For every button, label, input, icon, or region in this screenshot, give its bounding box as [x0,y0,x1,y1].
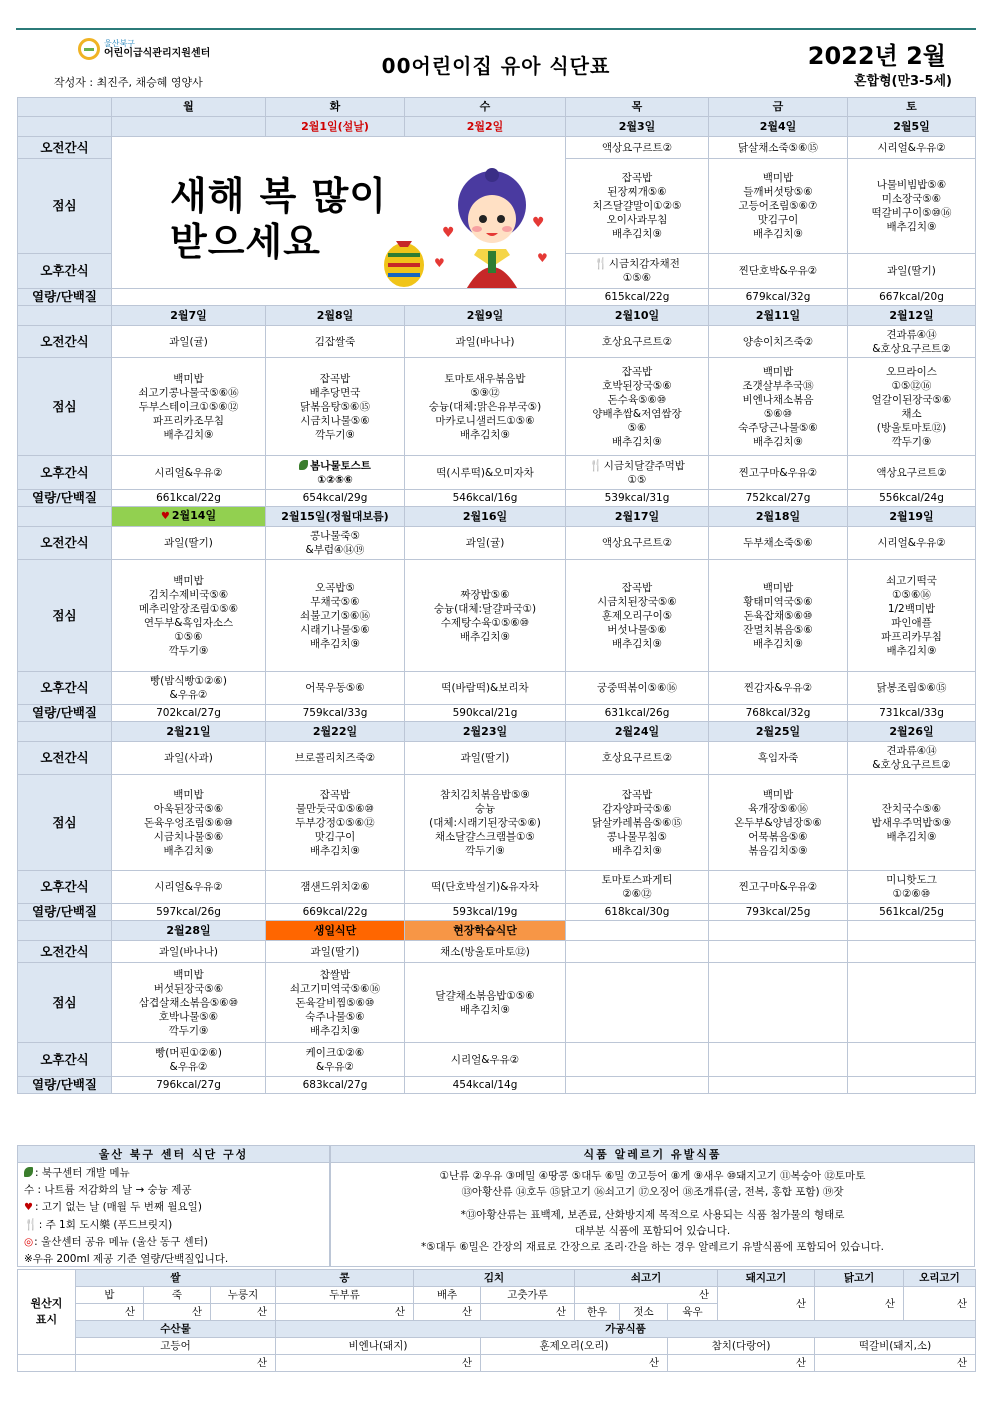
week5-dates [18,921,976,941]
day-sat: 토 [848,98,976,117]
lunch-cell: 오곡밥⑤ 무채국⑤⑥ 쇠불고기⑤⑥⑯ 시래기나물⑤⑥ 배추김치⑨ [266,560,405,672]
snack-cell: 시리얼&우유② [112,871,266,904]
kcal-cell: 615kcal/22g [566,289,709,306]
week4-lunch [18,775,976,871]
svg-text:♥: ♥ [434,256,445,270]
row-label-am: 오전간식 [18,326,112,358]
kcal-cell: 796kcal/27g [112,1077,266,1094]
kcal-cell: 590kcal/21g [405,705,566,722]
row-label-kcal: 열량/단백질 [18,904,112,921]
lunch-cell: 백미밥 쇠고기콩나물국⑤⑥⑯ 두부스테이크①⑤⑥⑫ 파프리카조무침 배추김치⑨ [112,358,266,456]
kcal-cell: 731kcal/33g [848,705,976,722]
snack-cell: 닭봉조림⑤⑥⑮ [848,672,976,705]
date-cell: 2월16일 [405,507,566,527]
menu-legend-box [17,1145,330,1267]
top-divider [16,28,976,30]
kcal-cell: 661kcal/22g [112,490,266,507]
origin-item-row2 [18,1338,976,1355]
lucky-bag-icon [384,241,424,287]
week5-pm [18,1043,976,1077]
origin-table [17,1269,976,1372]
date-cell: 2월1일(설날) [266,117,405,137]
allergy-title: 식품 알레르기 유발식품 [331,1146,974,1163]
date-cell: 2월5일 [848,117,976,137]
lunch-cell: 백미밥 버섯된장국⑤⑥ 삼겹살채소볶음⑤⑥⑩ 호박나물⑤⑥ 깍두기⑨ [112,963,266,1043]
lunch-cell: 오므라이스 ①⑤⑫⑯ 얼갈이된장국⑤⑥ 채소 (방울토마토⑫) 깍두기⑨ [848,358,976,456]
legend-list [18,1163,329,1270]
legend-item: ◎: 울산센터 공유 메뉴 (울산 동구 센터) [24,1236,208,1248]
date-cell: 2월3일 [566,117,709,137]
day-wed: 수 [405,98,566,117]
menu-table [17,97,976,1094]
snack-cell: 콩나물죽⑤ &부럼④⑭⑲ [266,527,405,560]
origin-country-row2 [18,1355,976,1372]
kcal-cell: 768kcal/32g [709,705,848,722]
north-center-menu-icon [24,1167,33,1177]
date-cell: 2월26일 [848,722,976,742]
snack-cell: 액상요구르트② [566,137,709,159]
snack-cell: 시리얼&우유② [848,137,976,159]
row-label-lunch: 점심 [18,358,112,456]
allergy-line: ⑬아황산류 ⑭호두 ⑮닭고기 ⑯쇠고기 ⑰오징어 ⑱조개류(굴, 전복, 홍합 포함) ⑲잣 [461,1186,844,1198]
legend-item: 🍴: 주 1회 도시樂 (푸드브릿지) [24,1218,173,1231]
birthday-menu-label: 생일식단 [266,921,405,941]
lunch-cell: 백미밥 김치수제비국⑤⑥ 메추리알장조림①⑤⑥ 연두부&흑임자소스 ①⑤⑥ 깍두기⑨ [112,560,266,672]
snack-cell: 시리얼&우유② [848,527,976,560]
lunch-cell: 백미밥 조갯살부추국⑱ 비엔나채소볶음 ⑤⑥⑩ 숙주당근나물⑤⑥ 배추김치⑨ [709,358,848,456]
banner-line2: 받으세요 [170,219,321,264]
week5-kcal [18,1077,976,1094]
origin-country: 산 [718,1287,815,1321]
allergy-note: *⑤대두 ⑥밀은 간장의 재료로 간장으로 조리·간을 하는 경우 알레르기 유발식품에 포함되어 있습니다. [420,1241,885,1253]
snack-text: 시금치감자채전 ①⑤⑥ [608,258,680,284]
kcal-cell: 631kcal/26g [566,705,709,722]
snack-cell: 찐고구마&우유② [709,871,848,904]
origin-item: 두부류 [276,1287,414,1304]
origin-country: 산 [668,1355,815,1372]
snack-cell: 떡(바람떡)&보리차 [405,672,566,705]
origin-country: 산 [144,1304,211,1321]
kcal-cell: 539kcal/31g [566,490,709,507]
snack-cell: 과일(딸기) [405,742,566,775]
origin-item: 죽 [144,1287,211,1304]
week3-am [18,527,976,560]
snack-cell: 호상요구르트② [566,742,709,775]
week2-pm [18,456,976,490]
origin-item: 밥 [76,1287,144,1304]
row-label-kcal: 열량/단백질 [18,289,112,306]
legend-title: 울산 북구 센터 식단 구성 [18,1146,329,1163]
week4-am [18,742,976,775]
snack-cell: 닭살채소죽⑤⑥⑮ [709,137,848,159]
kcal-cell: 618kcal/30g [566,904,709,921]
lunch-cell: 잡곡밥 된장찌개⑤⑥ 치즈달걀말이①②⑤ 오이사과무침 배추김치⑨ [566,159,709,254]
day-fri: 금 [709,98,848,117]
snack-cell: 찐고구마&우유② [709,456,848,490]
snack-cell: 시리얼&우유② [112,456,266,490]
row-label-pm: 오후간식 [18,456,112,490]
origin-group: 닭고기 [815,1270,904,1287]
date-cell: 2월17일 [566,507,709,527]
hanbok-girl-illustration [382,167,552,289]
origin-item: 배추 [414,1287,481,1304]
origin-item: 고춧가루 [481,1287,575,1304]
date-cell: 2월25일 [709,722,848,742]
lunch-cell: 쇠고기떡국 ①⑤⑥⑯ 1/2백미밥 파인애플 파프리카무침 배추김치⑨ [848,560,976,672]
lunch-cell: 토마토새우볶음밥 ⑤⑨⑫ 숭늉(대체:맑은유부국⑤) 마카로니샐러드①⑤⑥ 배추김치⑨ [405,358,566,456]
week1-am [18,137,976,159]
row-label-lunch: 점심 [18,963,112,1043]
row-label-kcal: 열량/단백질 [18,490,112,507]
row-label-kcal: 열량/단백질 [18,1077,112,1094]
origin-group: 가공식품 [276,1321,976,1338]
date-cell: 2월24일 [566,722,709,742]
row-label-am: 오전간식 [18,742,112,775]
snack-cell: 토마토스파게티 ②⑥⑫ [566,871,709,904]
fork-knife-icon: 🍴 [594,257,608,270]
lunch-cell: 잡곡밥 물만둣국①⑤⑥⑩ 두부강정①⑤⑥⑫ 맛김구이 배추김치⑨ [266,775,405,871]
svg-text:♥: ♥ [532,215,545,231]
snack-cell: 과일(딸기) [112,527,266,560]
day-mon: 월 [112,98,266,117]
origin-item: 비엔나(돼지) [276,1338,481,1355]
origin-item: 훈제오리(오리) [481,1338,668,1355]
date-cell: 2월18일 [709,507,848,527]
origin-country: 산 [276,1304,414,1321]
snack-cell: 액상요구르트② [848,456,976,490]
lunch-cell: 백미밥 들깨버섯탕⑤⑥ 고등어조림⑤⑥⑦ 맛김구이 배추김치⑨ [709,159,848,254]
kcal-cell: 454kcal/14g [405,1077,566,1094]
logo-center-name: 어린이급식관리지원센터 [104,47,211,59]
day-tue: 화 [266,98,405,117]
allergy-line: ①난류 ②우유 ③메밀 ④땅콩 ⑤대두 ⑥밀 ⑦고등어 ⑧게 ⑨새우 ⑩돼지고기 ⑪복숭아 ⑫토마토 [439,1170,866,1182]
origin-country: 산 [414,1304,481,1321]
week5-am [18,941,976,963]
snack-cell: 떡(시루떡)&오미자차 [405,456,566,490]
week4-pm [18,871,976,904]
snack-text: 시금치달걀주먹밥 ①⑤ [603,459,685,486]
date-cell [112,117,266,137]
origin-country: 산 [481,1355,668,1372]
date-cell: 2월23일 [405,722,566,742]
snack-cell [566,254,709,289]
origin-group-row [18,1270,976,1287]
date-cell: 2월15일(정월대보름) [266,507,405,527]
lunch-cell: 백미밥 황태미역국⑤⑥ 돈육잡채⑤⑥⑩ 잔멸치볶음⑤⑥ 배추김치⑨ [709,560,848,672]
snack-cell: 흑임자죽 [709,742,848,775]
week4-kcal [18,904,976,921]
fork-knife-icon: 🍴 [589,458,603,472]
date-cell: 2월9일 [405,306,566,326]
week2-am [18,326,976,358]
row-label-lunch: 점심 [18,560,112,672]
snack-cell: 두부채소죽⑤⑥ [709,527,848,560]
row-label-pm: 오후간식 [18,871,112,904]
lunch-cell: 잔치국수⑤⑥ 밥새우주먹밥⑤⑨ 배추김치⑨ [848,775,976,871]
origin-country: 산 [276,1355,481,1372]
row-label-pm: 오후간식 [18,672,112,705]
origin-item: 육우 [668,1304,718,1321]
kcal-cell: 679kcal/32g [709,289,848,306]
kcal-cell: 667kcal/20g [848,289,976,306]
kcal-cell: 556kcal/24g [848,490,976,507]
banner-line1: 새해 복 많이 [170,173,387,218]
writer-line: 작성자 : 최진주, 채승혜 영양사 [54,76,203,89]
lunch-cell: 백미밥 아욱된장국⑤⑥ 돈육우엉조림⑤⑥⑩ 시금치나물⑤⑥ 배추김치⑨ [112,775,266,871]
kcal-cell: 654kcal/29g [266,490,405,507]
origin-group: 콩 [276,1270,414,1287]
row-label-pm: 오후간식 [18,1043,112,1077]
page-title: 00어린이집 유아 식단표 [381,54,611,78]
week3-lunch [18,560,976,672]
allergy-note: *⑬아황산류는 표백제, 보존료, 산화방지제 목적으로 사용되는 식품 첨가물의 형태로 [460,1209,845,1221]
lunch-cell: 잡곡밥 시금치된장국⑤⑥ 훈제오리구이⑤ 버섯나물⑤⑥ 배추김치⑨ [566,560,709,672]
legend-item: ※우유 200ml 제공 기준 열량/단백질입니다. [24,1253,229,1265]
snack-cell: 액상요구르트② [566,527,709,560]
snack-cell [566,456,709,490]
snack-cell: 시리얼&우유② [405,1043,566,1077]
snack-cell: 견과류④⑭ &호상요구르트② [848,742,976,775]
snack-cell: 궁중떡볶이⑤⑥⑯ [566,672,709,705]
row-label-am: 오전간식 [18,527,112,560]
origin-group: 수산물 [76,1321,276,1338]
field-trip-menu-label: 현장학습식단 [405,921,566,941]
date-cell: 2월4일 [709,117,848,137]
weekday-header [18,98,976,117]
snack-cell: 견과류④⑭ &호상요구르트② [848,326,976,358]
date-cell: 2월8일 [266,306,405,326]
day-thu: 목 [566,98,709,117]
week3-dates [18,507,976,527]
snack-text: 봄나물토스트 ①②⑤⑥ [310,459,371,486]
origin-group: 쇠고기 [575,1270,718,1287]
svg-text:♥: ♥ [442,225,455,241]
lunch-cell: 달걀채소볶음밥①⑤⑥ 배추김치⑨ [405,963,566,1043]
snack-cell: 찐단호박&우유② [709,254,848,289]
kcal-cell: 759kcal/33g [266,705,405,722]
origin-country: 산 [481,1304,575,1321]
origin-item: 누룽지 [211,1287,276,1304]
lunch-cell: 참치김치볶음밥⑤⑨ 숭늉 (대체:시래기된장국⑤⑥) 채소달걀스크램블①⑤ 깍두기⑨ [405,775,566,871]
banner-text [170,173,387,265]
row-label-am: 오전간식 [18,137,112,159]
snack-cell: 찐감자&우유② [709,672,848,705]
row-label-lunch: 점심 [18,775,112,871]
snack-cell: 과일(귤) [405,527,566,560]
origin-group-row2 [18,1321,976,1338]
snack-cell: 빵(머핀①②⑥) &우유② [112,1043,266,1077]
lunch-cell: 잡곡밥 감자양파국⑤⑥ 닭살카레볶음⑤⑥⑮ 콩나물무침⑤ 배추김치⑨ [566,775,709,871]
origin-item-row [18,1287,976,1304]
origin-country: 산 [904,1287,976,1321]
kcal-cell: 597kcal/26g [112,904,266,921]
snack-cell: 과일(바나나) [112,941,266,963]
snack-cell: 과일(사과) [112,742,266,775]
week1-dates [18,117,976,137]
lunch-cell: 잡곡밥 배추당면국 닭볶음탕⑤⑥⑮ 시금치나물⑤⑥ 깍두기⑨ [266,358,405,456]
lunch-cell: 짜장밥⑤⑥ 숭늉(대체:달걀파국①) 수제탕수육①⑤⑥⑩ 배추김치⑨ [405,560,566,672]
snack-cell: 양송이치즈죽② [709,326,848,358]
year-month: 2022년 2월 [807,42,946,70]
date-cell: 2월22일 [266,722,405,742]
meatless-day-icon: ♥ [24,1202,33,1213]
snack-cell: 어묵우동⑤⑥ [266,672,405,705]
kcal-cell: 752kcal/27g [709,490,848,507]
snack-cell [266,456,405,490]
origin-item: 떡갈비(돼지,소) [815,1338,976,1355]
snack-cell: 과일(딸기) [266,941,405,963]
snack-cell: 과일(딸기) [848,254,976,289]
allergy-box [330,1145,975,1267]
origin-item: 한우 [575,1304,620,1321]
origin-group: 김치 [414,1270,575,1287]
week3-kcal [18,705,976,722]
date-cell: 2월10일 [566,306,709,326]
origin-group: 오리고기 [904,1270,976,1287]
lunch-cell: 찹쌀밥 쇠고기미역국⑤⑥⑯ 돈육갈비찜⑤⑥⑩ 숙주나물⑤⑥ 배추김치⑨ [266,963,405,1043]
kcal-cell: 702kcal/27g [112,705,266,722]
date-cell: 2월7일 [112,306,266,326]
week3-pm [18,672,976,705]
week4-dates [18,722,976,742]
date-cell: 2월28일 [112,921,266,941]
kcal-cell: 669kcal/22g [266,904,405,921]
week2-dates [18,306,976,326]
date-cell: 2월11일 [709,306,848,326]
kcal-cell: 546kcal/16g [405,490,566,507]
origin-country: 산 [76,1304,144,1321]
snack-cell: 케이크①②⑥ &우유② [266,1043,405,1077]
menu-type: 혼합형(만3-5세) [853,74,952,89]
date-cell: 2월19일 [848,507,976,527]
snack-cell: 호상요구르트② [566,326,709,358]
kcal-cell: 593kcal/19g [405,904,566,921]
logo-region: 울산북구 [104,38,135,48]
fork-knife-icon: 🍴 [24,1218,38,1231]
origin-country: 산 [815,1287,904,1321]
date-cell: 2월12일 [848,306,976,326]
kcal-cell: 793kcal/25g [709,904,848,921]
kcal-cell: 683kcal/27g [266,1077,405,1094]
snack-cell: 김잡쌀죽 [266,326,405,358]
row-label-lunch: 점심 [18,159,112,254]
shared-menu-icon: ◎ [24,1236,34,1248]
origin-item: 고등어 [76,1338,276,1355]
origin-group: 돼지고기 [718,1270,815,1287]
week2-lunch [18,358,976,456]
week1-kcal [18,289,976,306]
north-center-menu-icon [299,460,308,470]
date-cell: 2월21일 [112,722,266,742]
legend-item: ♥ : 고기 없는 날 (매월 두 번째 월요일) [24,1201,202,1213]
origin-item: 젓소 [620,1304,668,1321]
snack-cell: 미니핫도그 ①②⑥⑩ [848,871,976,904]
lunch-cell: 잡곡밥 호박된장국⑤⑥ 돈수육⑤⑥⑩ 양배추쌈&저염쌈장 ⑤⑥ 배추김치⑨ [566,358,709,456]
meatless-day-icon: ♥ [160,511,170,522]
lunch-cell: 백미밥 육개장⑤⑥⑯ 온두부&양념장⑤⑥ 어묵볶음⑤⑥ 볶음김치⑤⑨ [709,775,848,871]
date-cell [112,507,266,527]
snack-cell: 과일(바나나) [405,326,566,358]
origin-country: 산 [575,1287,718,1304]
snack-cell: 채소(방울토마토⑫) [405,941,566,963]
snack-cell: 떡(단호박설기)&유자차 [405,871,566,904]
origin-country: 산 [211,1304,276,1321]
row-label-kcal: 열량/단백질 [18,705,112,722]
origin-country: 산 [815,1355,976,1372]
origin-label: 원산지 표시 [18,1270,76,1355]
snack-cell: 빵(밤식빵①②⑥) &우유② [112,672,266,705]
allergy-list [331,1163,974,1262]
legend-item: 수 : 나트륨 저감화의 날 → 숭늉 제공 [24,1184,192,1196]
origin-country: 산 [76,1355,276,1372]
row-label-am: 오전간식 [18,941,112,963]
legend-item: : 북구센터 개발 메뉴 [24,1165,323,1182]
row-label-pm: 오후간식 [18,254,112,289]
snack-cell: 과일(귤) [112,326,266,358]
date-text: 2월14일 [171,509,217,522]
origin-item: 참치(다랑어) [668,1338,815,1355]
date-cell: 2월2일 [405,117,566,137]
svg-text:♥: ♥ [537,251,548,265]
kcal-cell: 561kcal/25g [848,904,976,921]
snack-cell: 잼샌드위치②⑥ [266,871,405,904]
allergy-note: 대부분 식품에 포함되어 있습니다. [574,1225,731,1237]
new-year-banner [112,137,566,289]
lunch-cell: 나물비빔밥⑤⑥ 미소장국⑤⑥ 떡갈비구이⑤⑩⑯ 배추김치⑨ [848,159,976,254]
week5-lunch [18,963,976,1043]
origin-group: 쌀 [76,1270,276,1287]
snack-cell: 브로콜리치즈죽② [266,742,405,775]
week2-kcal [18,490,976,507]
